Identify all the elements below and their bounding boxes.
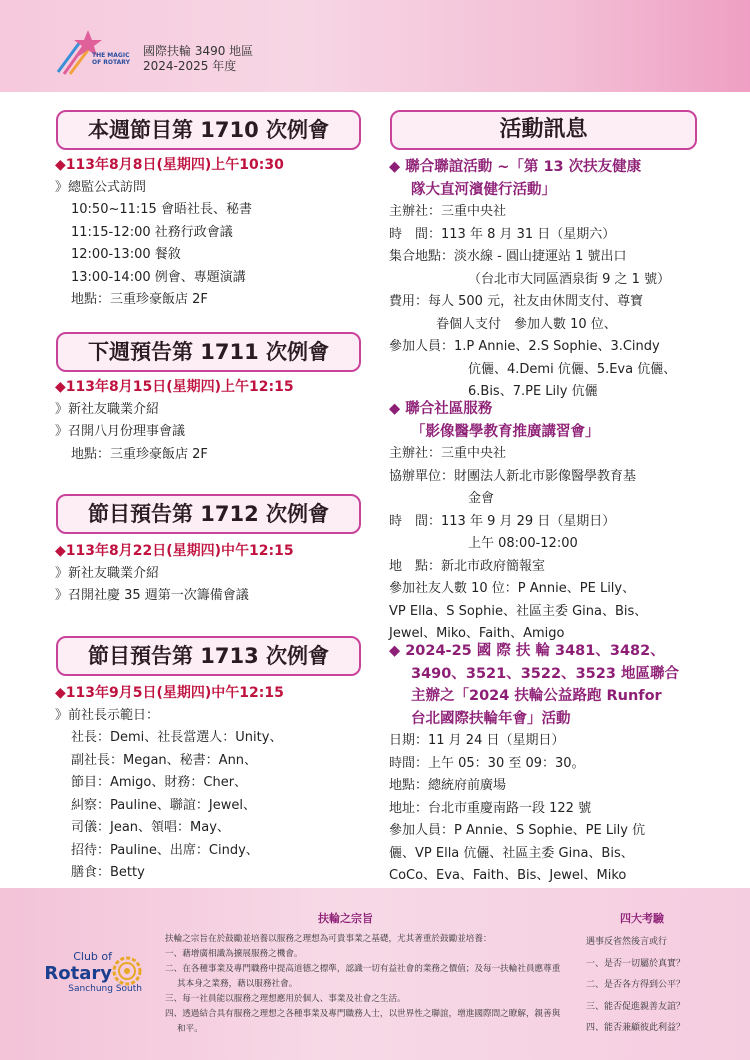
list-item: 集合地點：淡水線 - 圓山捷運站 1 號出口 bbox=[389, 249, 627, 264]
list-item: 三、每一社員能以服務之理想應用於個人、事業及社會之生活。 bbox=[165, 994, 406, 1004]
sanchung-south-label: Sanchung South bbox=[68, 984, 142, 994]
meeting-1713-title: 節目預告第 1713 次例會 bbox=[56, 636, 361, 676]
list-item: 》召開社慶 35 週第一次籌備會議 bbox=[55, 588, 249, 603]
meeting-1713-section bbox=[55, 682, 375, 885]
list-item: 眷個人支付 參加人數 10 位、 bbox=[436, 316, 617, 332]
activity-news-title: 活動訊息 bbox=[390, 110, 697, 150]
list-item: 遇事反省然後言或行 bbox=[586, 937, 668, 947]
list-item: 金會 bbox=[468, 491, 495, 506]
meeting-1712-date: ◆113年8月22日(星期四)中午12:15 bbox=[55, 543, 294, 559]
list-item: 時 間：113 年 9 月 29 日（星期日） bbox=[389, 513, 616, 529]
logo-text: THE MAGIC OF ROTARY bbox=[92, 52, 130, 66]
club-of-label: Club of bbox=[73, 950, 112, 963]
list-item: 地點：三重珍豪飯店 2F bbox=[71, 292, 208, 307]
activity-1-heading: ◆ 聯合聯誼活動 ~「第 13 次扶友健康 bbox=[389, 159, 642, 175]
list-item: 參加人員：1.P Annie、2.S Sophie、3.Cindy bbox=[389, 339, 660, 354]
list-item: 地點：總統府前廣場 bbox=[389, 778, 507, 793]
list-item: 節目：Amigo、財務：Cher、 bbox=[71, 775, 248, 790]
list-item: VP Ella、S Sophie、社區主委 Gina、Bis、 bbox=[389, 603, 648, 619]
list-item: 上午 08:00-12:00 bbox=[468, 536, 578, 551]
list-item: 費用：每人 500 元，社友由休閒支付、尊寶 bbox=[389, 294, 644, 309]
list-item: 參加社友人數 10 位：P Annie、PE Lily、 bbox=[389, 581, 636, 596]
rotary-wheel-icon bbox=[112, 956, 142, 986]
list-item: 主辦社：三重中央社 bbox=[389, 204, 507, 219]
meeting-1710-title: 本週節目第 1710 次例會 bbox=[56, 110, 361, 150]
list-item: 12:00-13:00 餐敘 bbox=[71, 247, 181, 262]
list-item: 》總監公式訪問 bbox=[55, 179, 147, 195]
list-item: （台北市大同區酒泉街 9 之 1 號） bbox=[468, 271, 671, 287]
list-item: 社長：Demi、社長當選人：Unity、 bbox=[71, 730, 283, 745]
activity-3-section bbox=[389, 640, 719, 888]
list-item: Jewel、Miko、Faith、Amigo bbox=[389, 626, 565, 641]
meeting-1712-section bbox=[55, 540, 375, 608]
list-item: 一、是否一切屬於真實？ bbox=[586, 958, 686, 969]
district-label: 國際扶輪 3490 地區 bbox=[143, 44, 254, 58]
objective-intro: 扶輪之宗旨在於鼓勵並培養以服務之理想為可貴事業之基礎，尤其著重於鼓勵並培養： bbox=[165, 934, 492, 944]
list-item: 主辦社：三重中央社 bbox=[389, 446, 507, 461]
year-label: 2024-2025 年度 bbox=[143, 59, 237, 73]
meeting-1712-title: 節目預告第 1712 次例會 bbox=[56, 494, 361, 534]
activity-3-heading-cont: 主辦之「2024 扶輪公益路跑 Runfor bbox=[411, 688, 662, 704]
list-item: 日期：11 月 24 日（星期日） bbox=[389, 733, 565, 748]
list-item: 副社長：Megan、秘書：Ann、 bbox=[71, 752, 258, 768]
list-item: 四、能否兼顧彼此利益？ bbox=[586, 1023, 686, 1033]
activity-2-heading: ◆ 聯合社區服務 bbox=[389, 401, 493, 417]
list-item: 11:15-12:00 社務行政會議 bbox=[71, 224, 233, 240]
rotary-label: Rotary bbox=[44, 963, 112, 984]
activity-3-heading: ◆ 2024-25 國 際 扶 輪 3481、3482、 bbox=[389, 643, 665, 659]
meeting-1710-date: ◆113年8月8日(星期四)上午10:30 bbox=[55, 157, 284, 173]
list-item: 司儀：Jean、領唱：May、 bbox=[71, 820, 230, 835]
list-item: 協辦單位：財團法人新北市影像醫學教育基 bbox=[389, 468, 637, 484]
list-item: 糾察：Pauline、聯誼：Jewel、 bbox=[71, 797, 256, 813]
list-item: 二、是否各方得到公平？ bbox=[586, 980, 686, 990]
list-item: 伉儷、4.Demi 伉儷、5.Eva 伉儷、 bbox=[468, 361, 677, 377]
four-way-test-title: 四大考驗 bbox=[620, 912, 664, 925]
activity-1-section bbox=[389, 156, 719, 404]
list-item: 》新社友職業介紹 bbox=[55, 401, 160, 417]
list-item: 地址：台北市重慶南路一段 122 號 bbox=[389, 800, 592, 816]
list-item: CoCo、Eva、Faith、Bis、Jewel、Miko bbox=[389, 868, 627, 883]
list-item: 6.Bis、7.PE Lily 伉儷 bbox=[468, 384, 598, 399]
activity-2-section bbox=[389, 398, 719, 646]
list-item: 三、能否促進親善友誼？ bbox=[586, 1001, 686, 1012]
list-item: 》召開八月份理事會議 bbox=[55, 424, 186, 439]
list-item: 二、在各種事業及專門職務中提高道德之標準，認識一切有益社會的業務之價值；及每一扶輪社員應尊重其本身之業務，藉以服務社會。 bbox=[165, 964, 561, 989]
meeting-1711-section bbox=[55, 376, 375, 466]
list-item: 地點：三重珍豪飯店 2F bbox=[71, 446, 208, 462]
meeting-1711-date: ◆113年8月15日(星期四)上午12:15 bbox=[55, 379, 294, 395]
activity-2-heading-cont: 「影像醫學教育推廣講習會」 bbox=[411, 423, 600, 440]
meeting-1713-date: ◆113年9月5日(星期四)中午12:15 bbox=[55, 685, 284, 701]
list-item: 地 點：新北市政府簡報室 bbox=[389, 558, 546, 574]
header-text bbox=[143, 44, 253, 74]
list-item: 參加人員：P Annie、S Sophie、PE Lily 伉 bbox=[389, 823, 646, 838]
list-item: 》前社長示範日： bbox=[55, 707, 160, 723]
meeting-1711-title: 下週預告第 1711 次例會 bbox=[56, 332, 361, 372]
list-item: 時 間：113 年 8 月 31 日（星期六） bbox=[389, 226, 616, 242]
rotary-objective-title: 扶輪之宗旨 bbox=[318, 912, 373, 925]
activity-3-heading-cont: 3490、3521、3522、3523 地區聯合 bbox=[411, 665, 679, 682]
list-item: 》新社友職業介紹 bbox=[55, 565, 160, 581]
list-item: 一、藉增廣相識為擴展服務之機會。 bbox=[165, 949, 303, 959]
rotary-objective-text bbox=[165, 932, 565, 1037]
list-item: 時間：上午 05：30 至 09：30。 bbox=[389, 755, 585, 771]
list-item: 13:00-14:00 例會、專題演講 bbox=[71, 269, 246, 285]
list-item: 10:50~11:15 會晤社長、秘書 bbox=[71, 202, 252, 217]
list-item: 四、透過結合具有服務之理想之各種事業及專門職務人士，以世界性之聯誼，增進國際間之瞭解，親善與和平。 bbox=[165, 1009, 561, 1034]
meeting-1710-section bbox=[55, 154, 375, 312]
list-item: 招待：Pauline、出席：Cindy、 bbox=[71, 842, 259, 858]
activity-3-heading-cont: 台北國際扶輪年會」活動 bbox=[411, 710, 571, 727]
activity-1-heading-cont: 隊大直河濱健行活動」 bbox=[411, 181, 556, 198]
list-item: 膳食：Betty bbox=[71, 865, 145, 880]
list-item: 儷、VP Ella 伉儷、社區主委 Gina、Bis、 bbox=[389, 845, 634, 861]
four-way-test-list bbox=[586, 932, 685, 1040]
